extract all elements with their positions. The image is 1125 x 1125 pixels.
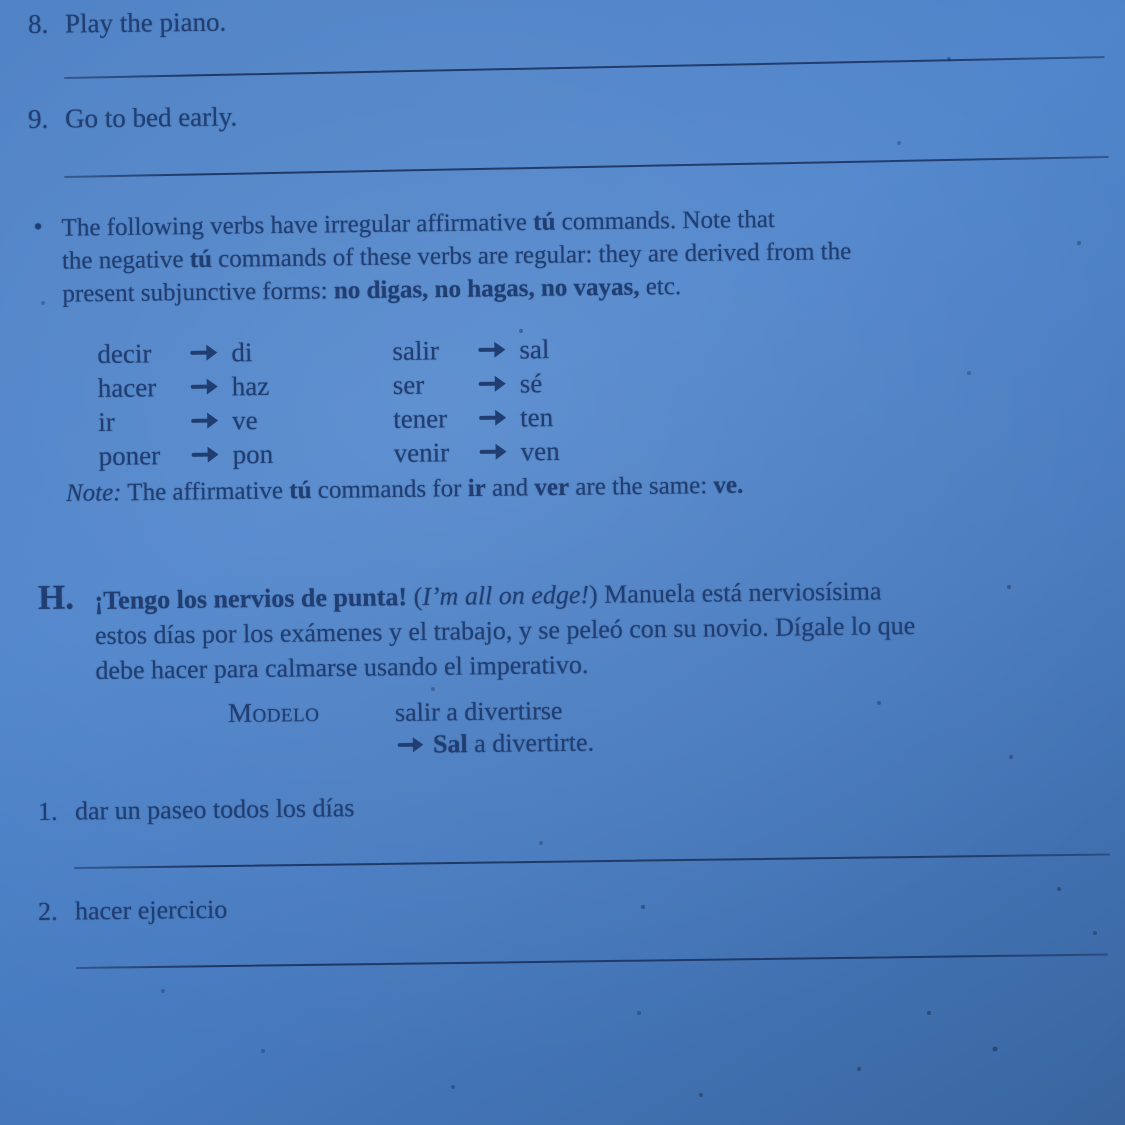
verb-infinitive: decir bbox=[97, 337, 152, 369]
paper-specks bbox=[0, 0, 2, 2]
grammar-note-line-2: the negative tú commands of these verbs are regular: they are derived from the bbox=[61, 238, 852, 275]
answer-line-2 bbox=[76, 953, 1108, 969]
verb-infinitive: hacer bbox=[97, 371, 157, 403]
answer-line-1 bbox=[74, 853, 1110, 869]
right-arrow-icon bbox=[480, 444, 507, 460]
note-line: Note: The affirmative tú commands for ir and ver are the same: ve. bbox=[65, 471, 744, 507]
item-number: 2. bbox=[37, 896, 58, 926]
right-arrow-icon bbox=[478, 342, 505, 358]
verb-row bbox=[393, 434, 559, 470]
exercise-item-2 bbox=[38, 895, 228, 927]
right-arrow-icon bbox=[192, 447, 219, 463]
verb-command: ve bbox=[232, 404, 258, 435]
right-arrow-icon bbox=[191, 413, 218, 429]
verb-infinitive: venir bbox=[393, 436, 450, 468]
verb-command: ven bbox=[520, 435, 560, 466]
exercise-item-8 bbox=[28, 7, 227, 40]
modelo-label: Modelo bbox=[227, 696, 320, 728]
item-text: hacer ejercicio bbox=[74, 894, 228, 926]
answer-line-8 bbox=[64, 56, 1105, 79]
grammar-note-line-1: The following verbs have irregular affirmative tú commands. Note that bbox=[61, 205, 775, 242]
exercise-h-instructions bbox=[94, 573, 915, 688]
modelo-answer-text: Sal a divertirte. bbox=[432, 727, 595, 759]
modelo-answer bbox=[397, 728, 594, 760]
item-number: 1. bbox=[37, 796, 58, 826]
verb-table-left-column bbox=[97, 335, 273, 473]
verb-row bbox=[97, 335, 272, 371]
item-text: dar un paseo todos los días bbox=[74, 793, 355, 826]
item-text: Go to bed early. bbox=[64, 101, 238, 134]
verb-command: haz bbox=[231, 370, 270, 401]
verb-command: di bbox=[231, 336, 253, 367]
verb-command: sé bbox=[519, 367, 543, 398]
instructions-line-2: estos días por los exámenes y el trabajo, y se peleó con su novio. Dígale lo que bbox=[94, 610, 916, 650]
grammar-note-line-3: present subjunctive forms: no digas, no hagas, no vayas, etc. bbox=[62, 273, 682, 308]
verb-infinitive: ir bbox=[98, 406, 115, 437]
item-number: 9. bbox=[27, 103, 49, 134]
verb-row bbox=[393, 400, 559, 436]
instructions-line-1: ¡Tengo los nervios de punta! (I’m all on edge!) Manuela está nerviosísima bbox=[94, 576, 882, 616]
answer-line-9 bbox=[64, 156, 1109, 178]
grammar-note-bullet bbox=[33, 202, 851, 311]
section-letter: H. bbox=[37, 577, 75, 617]
verb-infinitive: ser bbox=[392, 369, 425, 400]
bullet-icon: • bbox=[33, 211, 43, 242]
instructions-line-3: debe hacer para calmarse usando el imperativo. bbox=[95, 649, 589, 685]
verb-command: pon bbox=[232, 438, 274, 469]
right-arrow-icon bbox=[479, 410, 506, 426]
exercise-item-9 bbox=[28, 101, 238, 135]
right-arrow-icon bbox=[190, 345, 217, 361]
verb-command: sal bbox=[519, 333, 550, 364]
right-arrow-icon bbox=[479, 376, 506, 392]
verb-table-right-column bbox=[392, 332, 560, 470]
verb-infinitive: tener bbox=[393, 402, 448, 434]
verb-row bbox=[98, 403, 273, 439]
verb-infinitive: poner bbox=[98, 439, 161, 471]
exercise-item-1 bbox=[38, 793, 355, 827]
verb-infinitive: salir bbox=[392, 334, 440, 366]
verb-row bbox=[98, 437, 273, 473]
verb-row bbox=[392, 332, 558, 368]
grammar-note-text bbox=[61, 202, 851, 311]
right-arrow-icon bbox=[398, 737, 424, 753]
item-text: Play the piano. bbox=[64, 6, 227, 39]
verb-row bbox=[393, 366, 559, 402]
modelo-example: salir a divertirse bbox=[394, 695, 563, 727]
item-number: 8. bbox=[27, 8, 49, 39]
right-arrow-icon bbox=[191, 379, 218, 395]
verb-command: ten bbox=[520, 401, 554, 432]
verb-row bbox=[98, 369, 273, 405]
